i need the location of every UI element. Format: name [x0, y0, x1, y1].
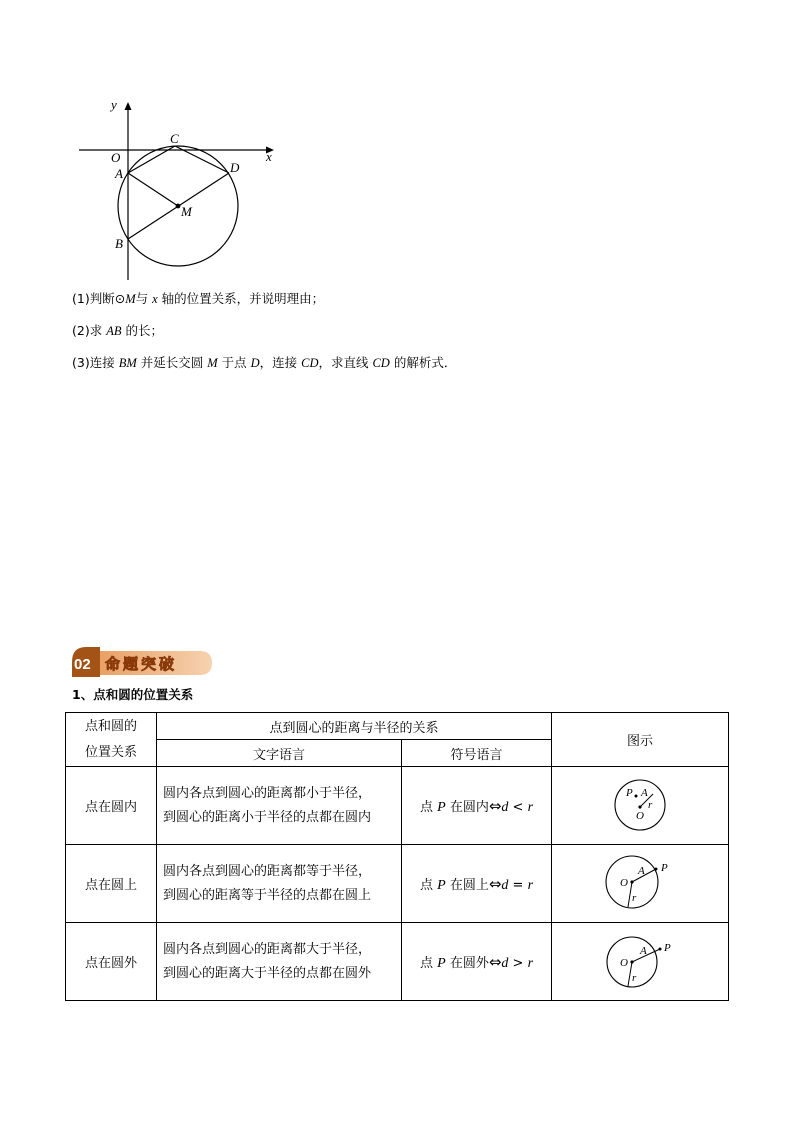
label-c: C: [170, 131, 179, 146]
svg-text:r: r: [648, 798, 653, 811]
row-diagram: [552, 767, 729, 845]
row-name: 点在圆内: [66, 767, 157, 845]
question-3: (3)连接 BM 并延长交圆 M 于点 D，连接 CD，求直线 CD 的解析式．: [72, 355, 457, 370]
header-group: 点到圆心的距离与半径的关系: [157, 713, 552, 740]
header-diagram: 图示: [552, 713, 729, 767]
svg-text:O: O: [636, 809, 644, 822]
svg-text:O: O: [620, 876, 628, 889]
label-o: O: [111, 150, 121, 165]
svg-text:A: A: [638, 864, 645, 877]
header-text-language: 文字语言: [157, 740, 402, 767]
label-y: y: [111, 98, 117, 112]
row-symbol: 点 P 在圆上⇔d = r: [402, 845, 552, 923]
svg-text:A: A: [640, 944, 647, 957]
label-m: M: [181, 204, 192, 219]
row-name: 点在圆外: [66, 923, 157, 1001]
svg-text:r: r: [632, 971, 637, 984]
row-text: 圆内各点到圆心的距离都等于半径， 到圆心的距离等于半径的点都在圆上: [157, 845, 402, 923]
row-diagram: [552, 923, 729, 1001]
svg-text:P: P: [664, 941, 671, 954]
svg-text:P: P: [626, 786, 633, 799]
svg-text:O: O: [620, 956, 628, 969]
label-x: x: [266, 149, 272, 164]
coordinate-figure: [74, 98, 284, 288]
label-a: A: [115, 166, 123, 181]
label-d: D: [230, 160, 240, 175]
y-axis-arrow: [125, 102, 132, 110]
table-header-row: [66, 713, 729, 740]
svg-text:A: A: [641, 786, 648, 799]
row-name: 点在圆上: [66, 845, 157, 923]
svg-text:P: P: [661, 861, 668, 874]
point-circle-table: [65, 712, 729, 1001]
row-text: 圆内各点到圆心的距离都小于半径， 到圆心的距离小于半径的点都在圆内: [157, 767, 402, 845]
table-row: [66, 845, 729, 923]
question-1: (1)判断⊙M与 x 轴的位置关系，并说明理由；: [72, 291, 325, 306]
table-row: [66, 923, 729, 1001]
row-text: 圆内各点到圆心的距离都大于半径， 到圆心的距离大于半径的点都在圆外: [157, 923, 402, 1001]
banner-number: 02: [74, 656, 91, 673]
label-b: B: [115, 236, 123, 251]
diagram-outside: [600, 929, 680, 991]
question-2: (2)求 AB 的长；: [72, 323, 163, 338]
row-diagram: [552, 845, 729, 923]
header-symbol-language: 符号语言: [402, 740, 552, 767]
row-symbol: 点 P 在圆内⇔d < r: [402, 767, 552, 845]
segment-am: [128, 173, 178, 206]
diagram-on: [600, 851, 680, 913]
section-banner: [72, 645, 214, 679]
section-title: 1、点和圆的位置关系: [72, 687, 194, 702]
center-point-m: [176, 204, 181, 209]
banner-title: 命题突破: [105, 655, 178, 673]
svg-text:r: r: [632, 891, 637, 904]
table-row: [66, 767, 729, 845]
row-symbol: 点 P 在圆外⇔d > r: [402, 923, 552, 1001]
header-relation: 点和圆的 位置关系: [66, 713, 157, 767]
diagram-inside: [605, 774, 675, 834]
